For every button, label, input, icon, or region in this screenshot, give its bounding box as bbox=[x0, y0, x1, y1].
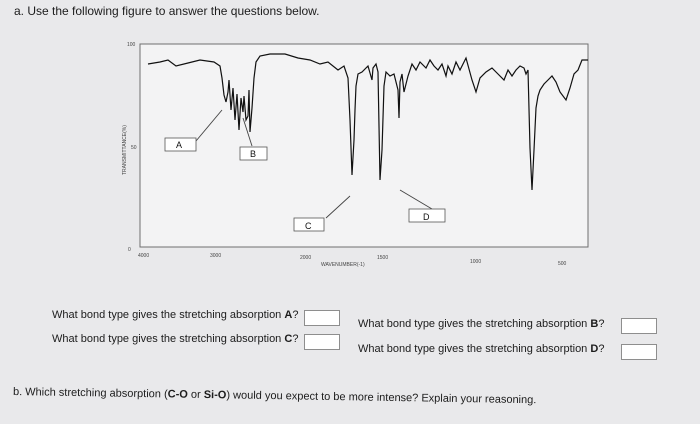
x-tick-4000: 4000 bbox=[138, 253, 150, 259]
y-tick-0: 0 bbox=[128, 247, 131, 253]
x-tick-500: 500 bbox=[558, 261, 567, 267]
question-b: What bond type gives the stretching absorption B? bbox=[358, 318, 605, 330]
question-c: What bond type gives the stretching absorption C? bbox=[52, 333, 299, 345]
part-a-instructions: a. Use the following figure to answer the questions below. bbox=[14, 4, 320, 18]
marker-d: D bbox=[423, 212, 430, 222]
answer-a-input[interactable] bbox=[304, 310, 340, 326]
marker-b: B bbox=[250, 149, 257, 159]
x-tick-2000: 2000 bbox=[300, 255, 312, 261]
x-tick-1500: 1500 bbox=[377, 255, 389, 261]
marker-a: A bbox=[176, 140, 183, 150]
part-b-question: b. Which stretching absorption (C-O or Si-O) would you expect to be more intense? Explain your reasoning. bbox=[12, 386, 537, 407]
x-tick-3000: 3000 bbox=[210, 253, 222, 259]
y-tick-50: 50 bbox=[131, 145, 137, 151]
y-axis-label: TRANSMITTANCE(%) bbox=[122, 125, 128, 175]
plot-frame bbox=[140, 44, 588, 247]
x-tick-1000: 1000 bbox=[470, 259, 482, 265]
marker-c: C bbox=[305, 221, 312, 231]
answer-d-input[interactable] bbox=[621, 344, 657, 360]
answer-c-input[interactable] bbox=[304, 334, 340, 350]
question-a: What bond type gives the stretching absorption A? bbox=[52, 309, 299, 321]
question-d: What bond type gives the stretching absorption D? bbox=[358, 343, 605, 355]
y-tick-100: 100 bbox=[127, 42, 136, 48]
answer-b-input[interactable] bbox=[621, 318, 657, 334]
x-axis-label: WAVENUMBER(-1) bbox=[321, 262, 365, 268]
